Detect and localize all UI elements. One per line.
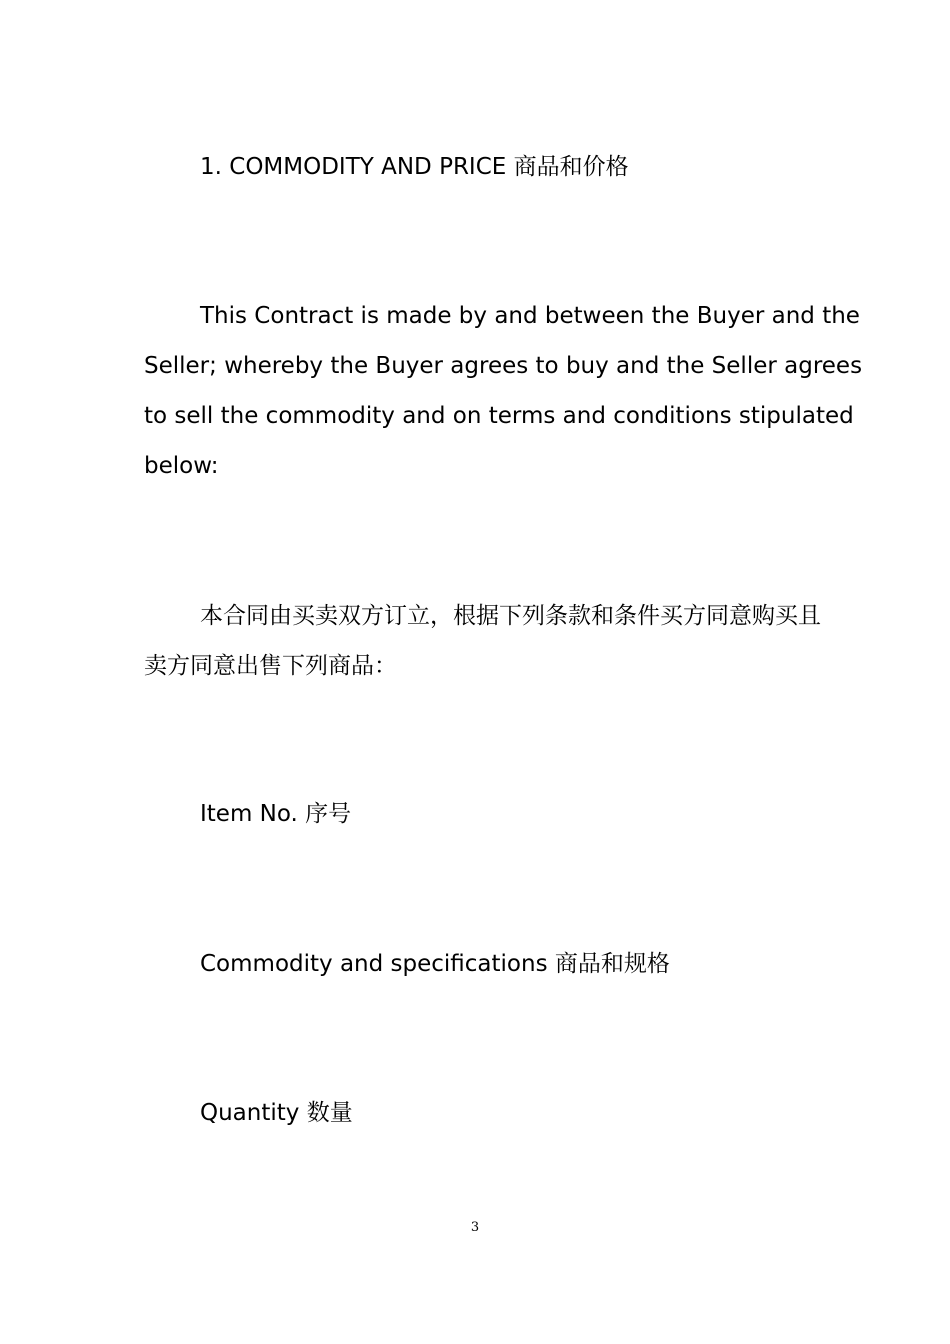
paragraph-zh-line-2: 卖方同意出售下列商品：: [144, 653, 397, 679]
paragraph-zh-line-1: 本合同由买卖双方订立，根据下列条款和条件买方同意购买且: [200, 603, 821, 629]
commodity-specifications-label: Commodity and specifications 商品和规格: [200, 951, 670, 977]
paragraph-en-line-4: below:: [144, 453, 219, 479]
page-number: 3: [470, 1220, 480, 1235]
quantity-label: Quantity 数量: [200, 1100, 353, 1126]
paragraph-en-line-2: Seller; whereby the Buyer agrees to buy and the Seller agrees: [144, 353, 863, 379]
paragraph-en-line-3: to sell the commodity and on terms and conditions stipulated: [144, 403, 854, 429]
item-number-label: Item No. 序号: [200, 801, 352, 827]
paragraph-en-line-1: This Contract is made by and between the Buyer and the: [200, 303, 860, 329]
section-heading: 1. COMMODITY AND PRICE 商品和价格: [200, 154, 629, 180]
